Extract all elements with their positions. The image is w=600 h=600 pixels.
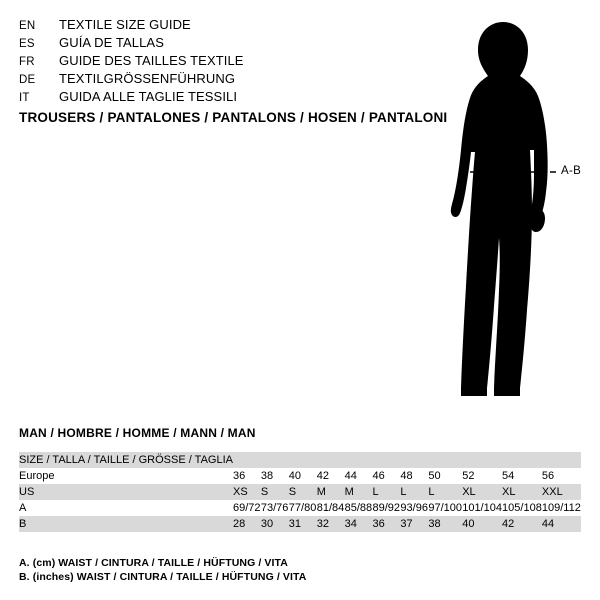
language-code: EN <box>19 20 36 32</box>
row-label: A <box>19 502 27 514</box>
language-text: TEXTILGRÖSSENFÜHRUNG <box>59 71 236 86</box>
cell: 36 <box>232 470 246 482</box>
language-code: FR <box>19 56 35 68</box>
cell: S <box>260 486 269 498</box>
cell: 97/100 <box>428 502 462 514</box>
cell: 38 <box>428 518 441 530</box>
cell: 37 <box>400 518 413 530</box>
cell <box>542 452 581 468</box>
cell: L <box>400 486 407 498</box>
cell <box>233 452 261 468</box>
cell: 85/88 <box>344 502 373 514</box>
table-row <box>19 468 581 484</box>
cell: M <box>344 486 354 498</box>
table-row <box>19 500 581 516</box>
language-row <box>19 70 399 88</box>
cell <box>462 452 502 468</box>
table-row <box>19 452 581 468</box>
language-row <box>19 16 399 34</box>
man-silhouette-icon <box>400 10 600 410</box>
row-label: B <box>19 518 27 530</box>
cell: 50 <box>428 470 441 482</box>
cell: 56 <box>541 470 555 482</box>
cell: L <box>372 486 379 498</box>
cell <box>261 452 289 468</box>
language-text: GUÍA DE TALLAS <box>59 35 164 50</box>
language-row <box>19 34 399 52</box>
cell: 52 <box>462 470 475 482</box>
cell: 44 <box>541 518 555 530</box>
cell <box>428 452 462 468</box>
row-label: Europe <box>19 470 55 482</box>
cell: 34 <box>344 518 357 530</box>
cell: M <box>316 486 326 498</box>
cell: 109/112 <box>541 502 581 514</box>
cell: 54 <box>502 470 515 482</box>
cell: 40 <box>462 518 475 530</box>
cell: 93/96 <box>400 502 428 514</box>
figure-illustration <box>400 10 600 410</box>
cell: XS <box>232 486 248 498</box>
note-a: A. (cm) WAIST / CINTURA / TAILLE / HÜFTUNG / VITA <box>19 557 288 569</box>
language-row <box>19 88 399 106</box>
cell: S <box>288 486 297 498</box>
cell: L <box>428 486 435 498</box>
row-label: US <box>19 486 35 498</box>
cell: 81/84 <box>316 502 345 514</box>
cell: 69/72 <box>232 502 261 514</box>
cell: 36 <box>372 518 385 530</box>
cell: 77/80 <box>288 502 317 514</box>
cell: 101/104 <box>462 502 502 514</box>
cell <box>289 452 317 468</box>
note-b: B. (inches) WAIST / CINTURA / TAILLE / HÜFTUNG / VITA <box>19 571 307 583</box>
cell: 42 <box>502 518 515 530</box>
table-row <box>19 516 581 532</box>
cell: 32 <box>316 518 329 530</box>
table-notes <box>19 556 306 584</box>
cell: XL <box>502 486 516 498</box>
table-row <box>19 484 581 500</box>
cell: 44 <box>344 470 357 482</box>
language-list <box>19 16 399 106</box>
language-code: DE <box>19 74 36 86</box>
row-label: SIZE / TALLA / TAILLE / GRÖSSE / TAGLIA <box>19 454 233 466</box>
cell: 46 <box>372 470 385 482</box>
table-title: MAN / HOMBRE / HOMME / MANN / MAN <box>19 426 256 440</box>
cell: 28 <box>232 518 246 530</box>
cell <box>502 452 542 468</box>
cell <box>345 452 373 468</box>
cell <box>400 452 428 468</box>
cell: 30 <box>260 518 274 530</box>
cell: 40 <box>288 470 302 482</box>
language-text: GUIDA ALLE TAGLIE TESSILI <box>59 89 238 104</box>
cell: 89/92 <box>372 502 401 514</box>
cell: 48 <box>400 470 413 482</box>
cell: XXL <box>541 486 563 498</box>
cell: XL <box>462 486 476 498</box>
language-text: TEXTILE SIZE GUIDE <box>59 17 191 32</box>
cell <box>317 452 345 468</box>
size-table <box>19 452 581 532</box>
language-code: ES <box>19 38 35 50</box>
measure-label-ab: A-B <box>561 165 582 177</box>
language-text: GUIDE DES TAILLES TEXTILE <box>59 53 244 68</box>
cell: 38 <box>260 470 274 482</box>
cell: 73/76 <box>260 502 289 514</box>
cell: 42 <box>316 470 329 482</box>
cell: 105/108 <box>502 502 542 514</box>
language-row <box>19 52 399 70</box>
section-title: TROUSERS / PANTALONES / PANTALONS / HOSEN / PANTALONI <box>19 110 448 125</box>
language-code: IT <box>19 92 30 104</box>
cell <box>373 452 401 468</box>
cell: 31 <box>288 518 302 530</box>
